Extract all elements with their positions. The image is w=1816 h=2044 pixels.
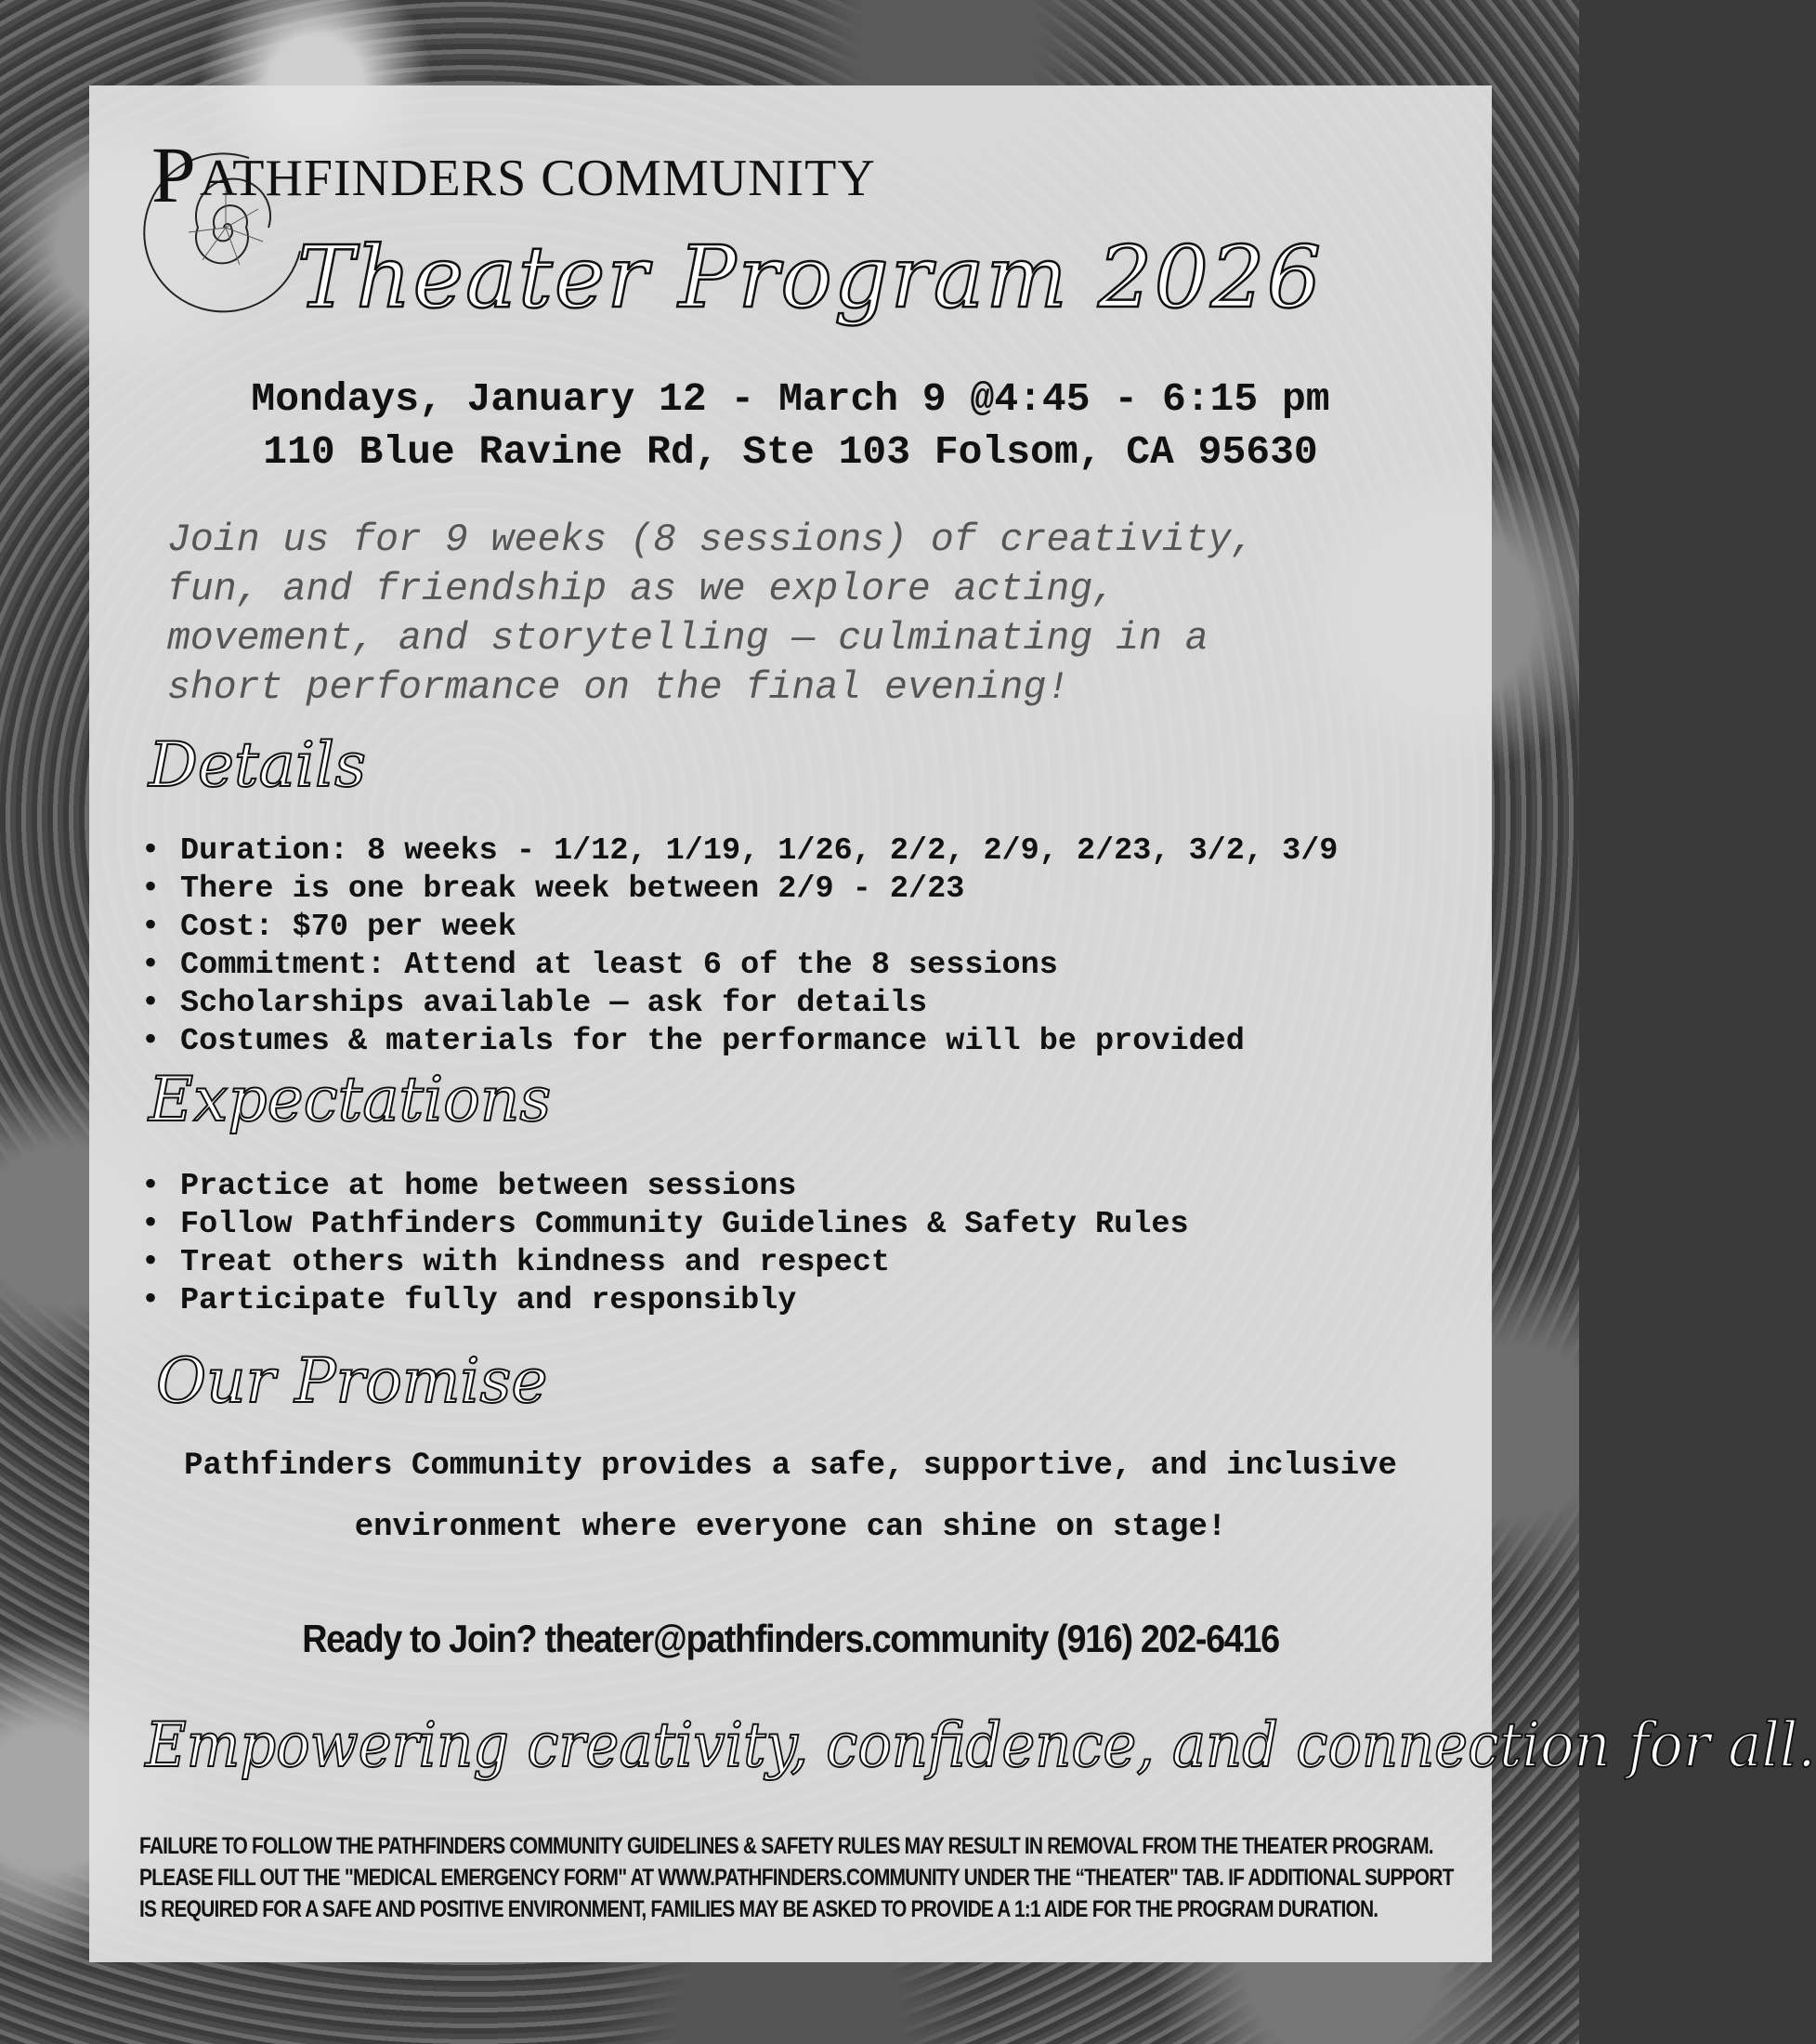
- disclaimer-line: IS REQUIRED FOR A SAFE AND POSITIVE ENVIRONMENT, FAMILIES MAY BE ASKED TO PROVIDE A 1:1 AIDE FOR THE PROGRAM DURATION.: [139, 1896, 1378, 1922]
- schedule-address: 110 Blue Ravine Rd, Ste 103 Folsom, CA 95630: [263, 429, 1318, 475]
- disclaimer: [139, 1830, 1458, 1925]
- promise-heading: Our Promise: [156, 1345, 548, 1417]
- list-item: • Commitment: Attend at least 6 of the 8 sessions: [139, 947, 1338, 985]
- schedule-dates: Mondays, January 12 - March 9 @4:45 - 6:15 pm: [251, 376, 1330, 422]
- details-list: [139, 832, 1338, 1061]
- disclaimer-line: PLEASE FILL OUT THE "MEDICAL EMERGENCY FORM" AT WWW.PATHFINDERS.COMMUNITY UNDER THE “THEATER" TAB. IF ADDITIONAL SUPPORT: [139, 1865, 1454, 1891]
- details-heading: Details: [149, 729, 366, 801]
- list-item: • There is one break week between 2/9 - 2/23: [139, 871, 1338, 909]
- list-item: • Duration: 8 weeks - 1/12, 1/19, 1/26, 2/2, 2/9, 2/23, 3/2, 3/9: [139, 832, 1338, 871]
- intro-line: short performance on the final evening!: [167, 666, 1070, 710]
- list-item: • Follow Pathfinders Community Guidelines & Safety Rules: [139, 1206, 1189, 1244]
- intro-line: movement, and storytelling — culminating in a: [167, 617, 1208, 661]
- contact-call-to-action: Ready to Join? theater@pathfinders.community (916) 202-6416: [302, 1617, 1279, 1660]
- expectations-list: [139, 1168, 1189, 1320]
- expectations-heading: Expectations: [149, 1064, 552, 1135]
- organization-name: [151, 130, 876, 219]
- list-item: • Participate fully and responsibly: [139, 1282, 1189, 1320]
- list-item: • Practice at home between sessions: [139, 1168, 1189, 1206]
- tagline: Empowering creativity, confidence, and connection for all.: [145, 1710, 1816, 1781]
- program-title: Theater Program 2026: [297, 228, 1324, 327]
- intro-paragraph: [167, 516, 1431, 713]
- organization-initial: P: [151, 130, 197, 219]
- list-item: • Scholarships available — ask for details: [139, 985, 1338, 1023]
- intro-line: Join us for 9 weeks (8 sessions) of creativity,: [167, 518, 1255, 562]
- promise-line: Pathfinders Community provides a safe, supportive, and inclusive: [184, 1448, 1397, 1484]
- promise-line: environment where everyone can shine on stage!: [354, 1510, 1227, 1545]
- list-item: • Costumes & materials for the performance will be provided: [139, 1023, 1338, 1061]
- promise-text: [89, 1435, 1492, 1558]
- list-item: • Treat others with kindness and respect: [139, 1244, 1189, 1282]
- disclaimer-line: FAILURE TO FOLLOW THE PATHFINDERS COMMUNITY GUIDELINES & SAFETY RULES MAY RESULT IN REMOVAL FROM THE THEATER PROGRAM.: [139, 1833, 1433, 1859]
- list-item: • Cost: $70 per week: [139, 909, 1338, 947]
- organization-name-rest: ATHFINDERS COMMUNITY: [200, 150, 876, 207]
- intro-line: fun, and friendship as we explore acting,: [167, 568, 1117, 611]
